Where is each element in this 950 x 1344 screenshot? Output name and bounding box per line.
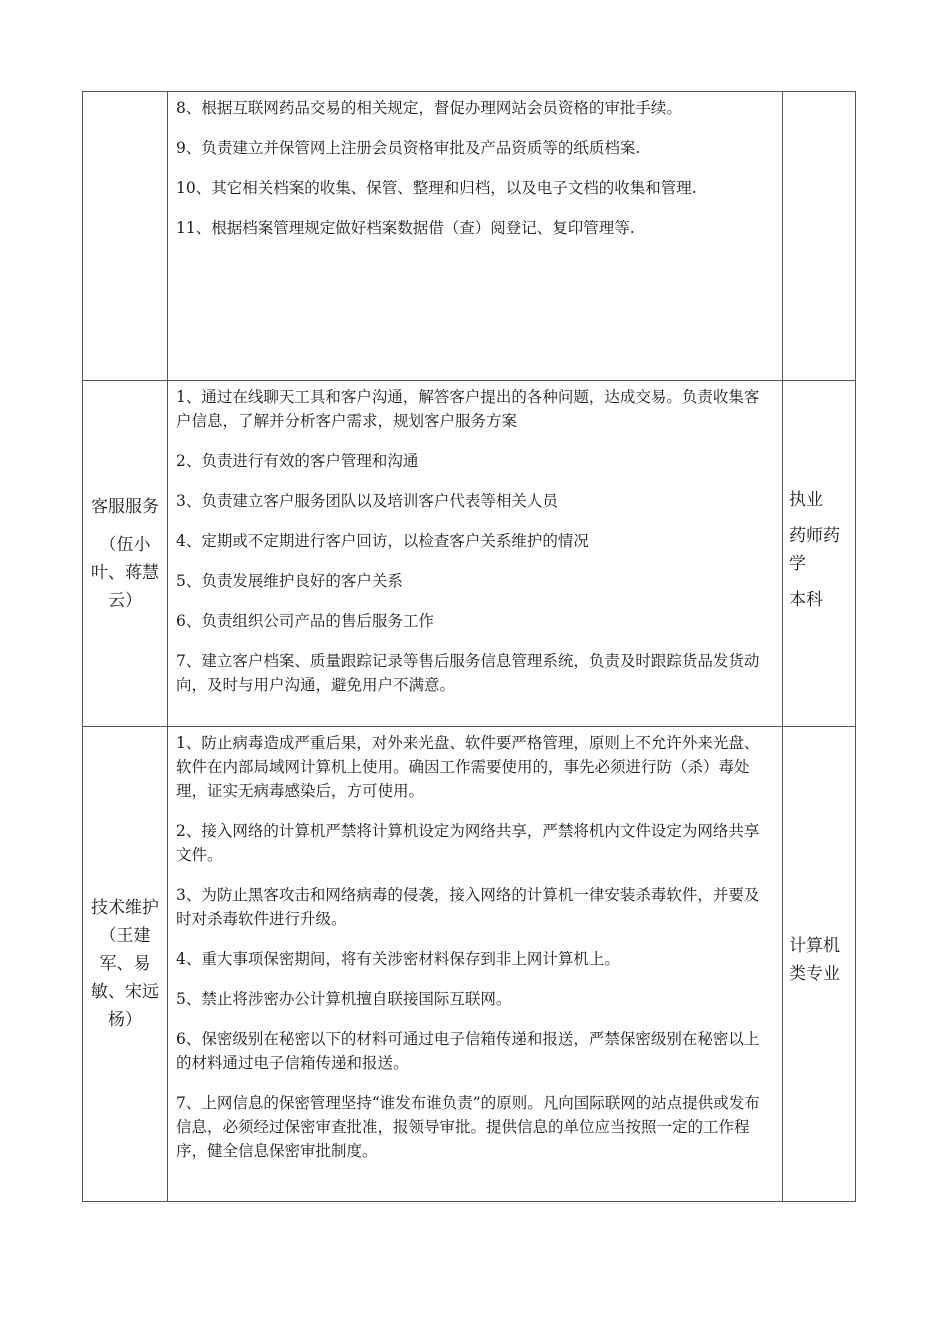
table-row (83, 727, 856, 1202)
duty-item: 8、根据互联网药品交易的相关规定，督促办理网站会员资格的审批手续。 (176, 99, 682, 117)
requirement-item: 本科 (789, 589, 823, 610)
table-row (83, 92, 856, 381)
duty-item: 11、根据档案管理规定做好档案数据借（查）阅登记、复印管理等. (176, 219, 635, 237)
requirement-item: 执业 (789, 489, 823, 510)
duty-item: 3、为防止黑客攻击和网络病毒的侵袭，接入网络的计算机一律安装杀毒软件，并要及时对杀毒软件进行升级。 (176, 886, 760, 928)
duties-table (82, 91, 856, 1202)
duty-item: 3、负责建立客户服务团队以及培训客户代表等相关人员 (176, 492, 558, 510)
duty-item: 2、接入网络的计算机严禁将计算机设定为网络共享，严禁将机内文件设定为网络共享文件。 (176, 822, 760, 864)
role-title: 客服服务 (91, 496, 159, 517)
duty-item: 1、通过在线聊天工具和客户沟通，解答客户提出的各种问题，达成交易。负责收集客户信息，了解并分析客户需求，规划客户服务方案 (176, 388, 760, 430)
duties-cell (168, 727, 783, 1202)
duties-cell (168, 92, 783, 381)
role-people: （伍小叶、蒋慧云） (91, 534, 159, 611)
requirement-item: 药师药学 (789, 525, 840, 574)
role-cell (83, 727, 168, 1202)
duty-item: 7、上网信息的保密管理坚持“谁发布谁负责”的原则。凡向国际联网的站点提供或发布信息，必须经过保密审查批准，报领导审批。提供信息的单位应当按照一定的工作程序，健全信息保密审批制度。 (176, 1094, 760, 1160)
duty-item: 7、建立客户档案、质量跟踪记录等售后服务信息管理系统，负责及时跟踪货品发货动向，及时与用户沟通，避免用户不满意。 (176, 652, 760, 694)
table-row (83, 381, 856, 727)
duties-cell (168, 381, 783, 727)
duty-item: 5、负责发展维护良好的客户关系 (176, 572, 403, 590)
role-cell (83, 381, 168, 727)
requirement-item: 计算机类专业 (789, 936, 840, 984)
role-cell (83, 92, 168, 381)
duty-item: 5、禁止将涉密办公计算机擅自联接国际互联网。 (176, 990, 512, 1008)
duty-item: 6、保密级别在秘密以下的材料可通过电子信箱传递和报送，严禁保密级别在秘密以上的材料通过电子信箱传递和报送。 (176, 1030, 760, 1072)
duty-item: 2、负责进行有效的客户管理和沟通 (176, 452, 419, 470)
duty-item: 4、定期或不定期进行客户回访，以检查客户关系维护的情况 (176, 532, 589, 550)
requirements-cell (783, 727, 856, 1202)
duty-item: 9、负责建立并保管网上注册会员资格审批及产品资质等的纸质档案. (176, 139, 641, 157)
duty-item: 10、其它相关档案的收集、保管、整理和归档，以及电子文档的收集和管理. (176, 179, 697, 197)
duty-item: 1、防止病毒造成严重后果，对外来光盘、软件要严格管理，原则上不允许外来光盘、软件在内部局域网计算机上使用。确因工作需要使用的，事先必须进行防（杀）毒处理，证实无病毒感染后，方可使用。 (176, 734, 760, 800)
role-people: （王建军、易敏、宋远杨） (91, 926, 159, 1030)
duty-item: 6、负责组织公司产品的售后服务工作 (176, 612, 434, 630)
duty-item: 4、重大事项保密期间，将有关涉密材料保存到非上网计算机上。 (176, 950, 620, 968)
role-title: 技术维护 (91, 898, 159, 918)
requirements-cell (783, 92, 856, 381)
requirements-cell (783, 381, 856, 727)
